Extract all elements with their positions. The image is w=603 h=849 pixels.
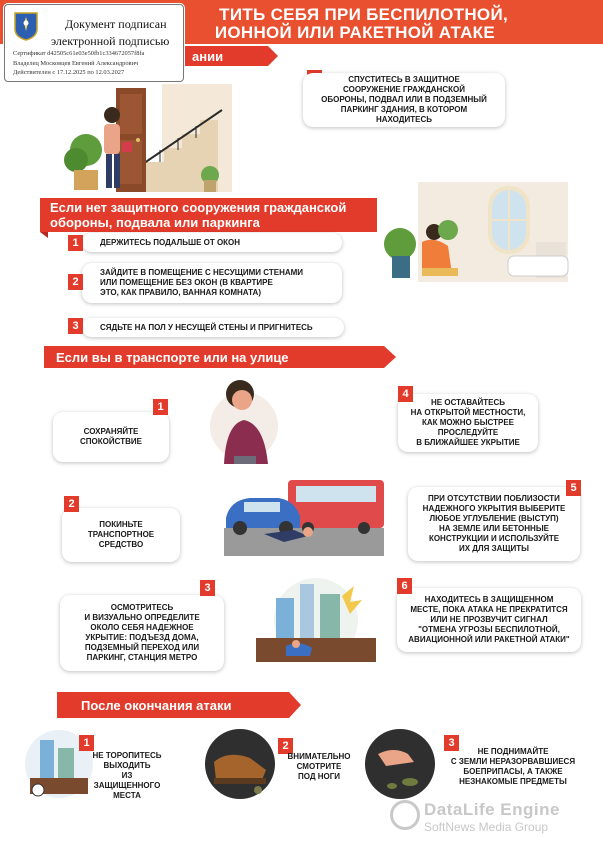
e-signature-stamp <box>4 4 184 82</box>
illustration-staircase <box>52 80 252 198</box>
step-number-badge: 2 <box>278 738 293 754</box>
building-step1-card <box>303 73 505 127</box>
step-number-badge: 1 <box>79 735 94 751</box>
after-item-1-text <box>88 751 166 801</box>
after-item-3-text <box>438 747 588 787</box>
watermark-brand: DataLife Engine <box>424 800 560 819</box>
step-number-badge: 6 <box>397 578 412 594</box>
no-shelter-item-2 <box>82 263 342 303</box>
section-no-shelter-ribbon <box>40 198 377 232</box>
transport-step6-card <box>397 588 581 652</box>
stamp-certificate: Сертификат d42505c61e03e50fb1c334672057f8fa <box>13 50 145 57</box>
transport-step1-text: СОХРАНЯЙТЕ СПОКОЙСТВИЕ <box>80 427 142 446</box>
step-number-badge: 1 <box>153 399 168 415</box>
section-building-ribbon-text: ании <box>192 49 224 64</box>
illustration-vehicles <box>224 470 384 558</box>
step-number-badge: 1 <box>68 235 83 251</box>
ribbon-fold <box>40 232 48 238</box>
step-number-badge: 2 <box>64 496 79 512</box>
title-line-1: ТИТЬ СЕБЯ ПРИ БЕСПИЛОТНОЙ, <box>219 5 508 24</box>
after-item-3-label: НЕ ПОДНИМАЙТЕ С ЗЕМЛИ НЕРАЗОРВАВШИЕСЯ БОЕПРИПАСЫ, А ТАКЖЕ НЕЗНАКОМЫЕ ПРЕДМЕТЫ <box>450 747 576 786</box>
after-item-2-label: ВНИМАТЕЛЬНО СМОТРИТЕ ПОД НОГИ <box>287 752 351 781</box>
illustration-woman-calm <box>206 372 282 468</box>
after-item-1-label: НЕ ТОРОПИТЕСЬ ВЫХОДИТЬ ИЗ ЗАЩИЩЕННОГО МЕСТА <box>92 751 162 800</box>
no-shelter-item-3-text: СЯДЬТЕ НА ПОЛ У НЕСУЩЕЙ СТЕНЫ И ПРИГНИТЕСЬ <box>100 322 313 332</box>
step-number-badge: 3 <box>444 735 459 751</box>
stamp-title-line2: электронной подписью <box>51 34 170 48</box>
transport-step2-card <box>62 508 180 562</box>
transport-step5-card <box>408 487 580 561</box>
building-step1-text: СПУСТИТЕСЬ В ЗАЩИТНОЕ СООРУЖЕНИЕ ГРАЖДАНСКОЙ ОБОРОНЫ, ПОДВАЛ ИЛИ В ПОДЗЕМНЫЙ ПАРКИНГ ЗДАНИЯ, В КОТОРОМ НАХОДИТЕСЬ <box>321 75 487 124</box>
section-transport-ribbon-text: Если вы в транспорте или на улице <box>56 350 289 365</box>
watermark-logo-icon <box>390 800 420 830</box>
section-transport-ribbon <box>44 346 384 368</box>
illustration-room-shelter <box>378 182 573 290</box>
transport-step2-text: ПОКИНЬТЕ ТРАНСПОРТНОЕ СРЕДСТВО <box>87 520 155 549</box>
step-number-badge: 3 <box>200 580 215 596</box>
stamp-validity: Действителен с 17.12.2025 по 12.03.2027 <box>13 69 125 76</box>
section-after-ribbon <box>57 692 289 718</box>
illustration-city-shelter <box>256 576 376 662</box>
no-shelter-item-1 <box>82 233 342 252</box>
watermark-subtitle: SoftNews Media Group <box>424 820 549 834</box>
step-number-badge: 4 <box>398 386 413 402</box>
coat-of-arms-icon <box>13 11 39 41</box>
step-number-badge: 2 <box>68 274 83 290</box>
section-no-shelter-line1: Если нет защитного сооружения гражданской <box>50 200 347 215</box>
stamp-owner: Владелец Московцев Евгений Александрович <box>13 60 139 67</box>
step-number-badge: 3 <box>68 318 83 334</box>
transport-step3-text: ОСМОТРИТЕСЬ И ВИЗУАЛЬНО ОПРЕДЕЛИТЕ ОКОЛО СЕБЯ НАДЕЖНОЕ УКРЫТИЕ: ПОДЪЕЗД ДОМА, ПОДЗЕМНЫЙ ПЕРЕХОД ИЛИ ПАРКИНГ, СТАНЦИЯ МЕТРО <box>84 603 200 662</box>
transport-step6-text: НАХОДИТЕСЬ В ЗАЩИЩЕННОМ МЕСТЕ, ПОКА АТАКА НЕ ПРЕКРАТИТСЯ ИЛИ НЕ ПРОЗВУЧИТ СИГНАЛ "ОТМЕНА УГРОЗЫ БЕСПИЛОТНОЙ, АВИАЦИОННОЙ ИЛИ РАКЕТНОЙ АТАКИ" <box>408 595 570 644</box>
stamp-title-line1: Документ подписан <box>65 17 167 31</box>
title-line-2: ИОННОЙ ИЛИ РАКЕТНОЙ АТАКЕ <box>214 23 495 42</box>
no-shelter-item-3 <box>82 318 344 337</box>
section-after-ribbon-text: После окончания атаки <box>81 698 232 713</box>
after-item-2-text <box>280 752 358 782</box>
no-shelter-item-2-text: ЗАЙДИТЕ В ПОМЕЩЕНИЕ С НЕСУЩИМИ СТЕНАМИ ИЛИ ПОМЕЩЕНИЕ БЕЗ ОКОН (В КВАРТИРЕ ЭТО, КАК ПРАВИЛО, ВАННАЯ КОМНАТА) <box>100 268 304 297</box>
transport-step3-card <box>60 595 224 671</box>
ribbon-arrow <box>268 46 278 66</box>
ribbon-arrow <box>289 692 301 718</box>
transport-step5-text: ПРИ ОТСУТСТВИИ ПОБЛИЗОСТИ НАДЕЖНОГО УКРЫТИЯ ВЫБЕРИТЕ ЛЮБОЕ УГЛУБЛЕНИЕ (ВЫСТУП) НА ЗЕМЛЕ ИЛИ БЕТОННЫЕ КОНСТРУКЦИИ И ИСПОЛЬЗУЙТЕ ИХ ДЛЯ ЗАЩИТЫ <box>422 494 566 553</box>
ribbon-arrow <box>384 346 396 368</box>
step-number-badge: 5 <box>566 480 581 496</box>
transport-step4-text: НЕ ОСТАВАЙТЕСЬ НА ОТКРЫТОЙ МЕСТНОСТИ, КАК МОЖНО БЫСТРЕЕ ПРОСЛЕДУЙТЕ В БЛИЖАЙШЕЕ УКРЫТИЕ <box>410 398 526 447</box>
transport-step1-card <box>53 412 169 462</box>
no-shelter-item-1-text: ДЕРЖИТЕСЬ ПОДАЛЬШЕ ОТ ОКОН <box>100 237 241 247</box>
illustration-after-3 <box>364 728 436 800</box>
transport-step4-card <box>398 394 538 452</box>
illustration-after-2 <box>204 728 276 800</box>
section-no-shelter-line2: обороны, подвала или паркинга <box>50 215 260 230</box>
